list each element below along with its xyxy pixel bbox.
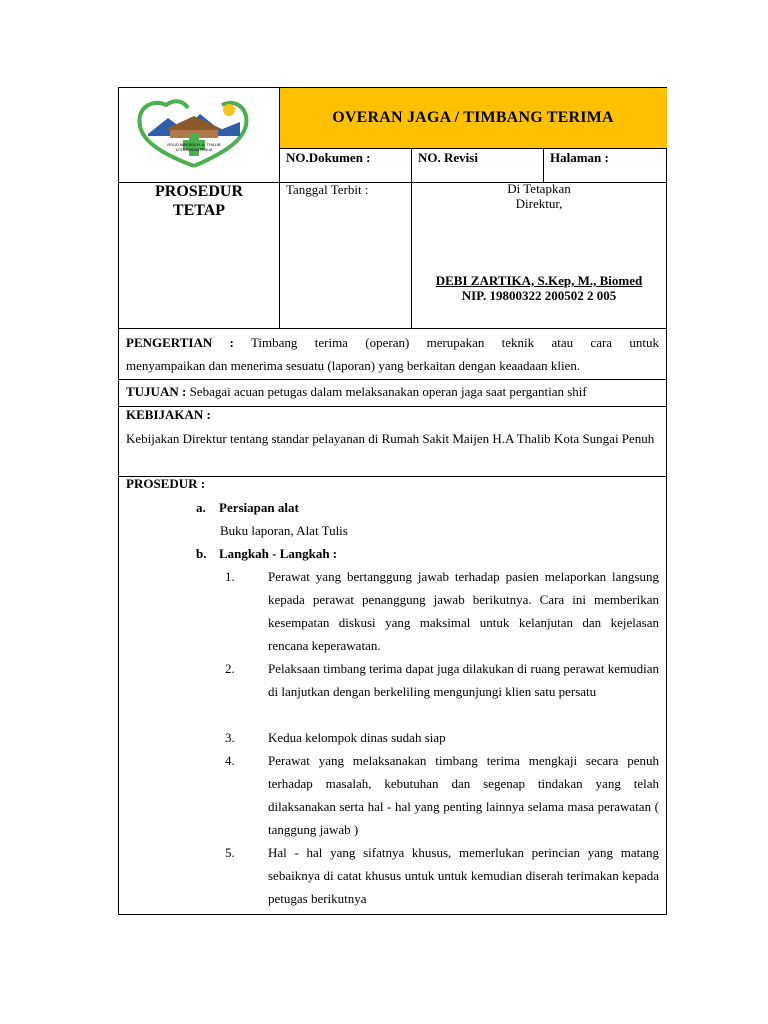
sop-document [118,87,667,915]
tujuan-label: TUJUAN : [126,384,187,399]
step-text: Hal - hal yang sifatnya khusus, memerlukan perincian yang matang sebaiknya di catat khusus untuk untuk kemudian diserah terimakan kepada petugas berikutnya [268,845,659,906]
step-number: 2. [225,661,235,676]
svg-text:RSUD MAYJEN H. A. THALIB: RSUD MAYJEN H. A. THALIB [167,142,221,147]
halaman-label: Halaman : [550,150,609,165]
step-text: Pelaksaan timbang terima dapat juga dilakukan di ruang perawat kemudian di lanjutkan dengan berkeliling mengunjungi klien satu persatu [268,661,659,699]
pengertian-line1 [126,331,659,354]
hospital-logo [134,96,254,168]
tanggal-terbit-label: Tanggal Terbit : [286,182,369,197]
langkah-marker: b. [196,546,207,561]
step-number: 4. [225,753,235,768]
divider [279,148,667,149]
prosedur-label: PROSEDUR : [126,476,206,491]
prosedur-tetap-label [119,182,279,220]
step-number: 5. [225,845,235,860]
divider [119,328,667,329]
langkah-title: Langkah - Langkah : [219,546,338,561]
pengertian-label: PENGERTIAN : [126,335,234,350]
kebijakan-text: Kebijakan Direktur tentang standar pelayanan di Rumah Sakit Maijen H.A Thalib Kota Sungai Penuh [126,431,655,446]
divider [279,88,280,328]
signatory-nip: NIP. 19800322 200502 2 005 [461,288,617,303]
prosedur-tetap-line2: TETAP [172,202,226,219]
step-number: 1. [225,569,235,584]
tujuan-text: Sebagai acuan petugas dalam melaksanakan operan jaga saat pergantian shif [189,384,587,399]
persiapan-marker: a. [196,500,206,515]
pengertian-line2: menyampaikan dan menerima sesuatu (laporan) yang berkaitan dengan keaadaan klien. [126,358,581,373]
ditetapkan-line2: Direktur, [515,196,563,211]
step-text: Perawat yang bertanggung jawab terhadap pasien melaporkan langsung kepada perawat penanggung jawab berikutnya. Cara ini memberikan kesempatan diskusi yang maksimal untuk kelanjutan dan kejelasan rencana keperawatan. [268,569,659,653]
signatory-name: DEBI ZARTIKA, S.Kep, M., Biomed [435,273,643,288]
tujuan-row [126,380,659,403]
step-text: Perawat yang melaksanakan timbang terima mengkaji secara penuh terhadap masalah, kebutuhan dan segenap tindakan yang telah dilaksanakan serta hal - hal yang penting lainnya selama masa perawatan ( tanggung jawab ) [268,753,659,837]
persiapan-text: Buku laporan, Alat Tulis [220,523,348,538]
svg-text:KOTA SUNGAI PENUH: KOTA SUNGAI PENUH [175,148,213,152]
divider [543,148,544,182]
ditetapkan-line1: Di Tetapkan [507,181,571,196]
signature-block [411,273,667,303]
persiapan-title: Persiapan alat [219,500,299,515]
kebijakan-label: KEBIJAKAN : [126,407,211,422]
prosedur-tetap-line1: PROSEDUR [154,183,243,200]
document-title: OVERAN JAGA / TIMBANG TERIMA [332,109,614,126]
step-number: 3. [225,730,235,745]
no-dokumen-label: NO.Dokumen : [286,150,371,165]
pengertian-text1: Timbang terima (operan) merupakan teknik atau cara untuk [250,335,659,350]
ditetapkan-block [411,181,667,211]
no-revisi-label: NO. Revisi [418,150,478,165]
step-text: Kedua kelompok dinas sudah siap [268,730,446,745]
